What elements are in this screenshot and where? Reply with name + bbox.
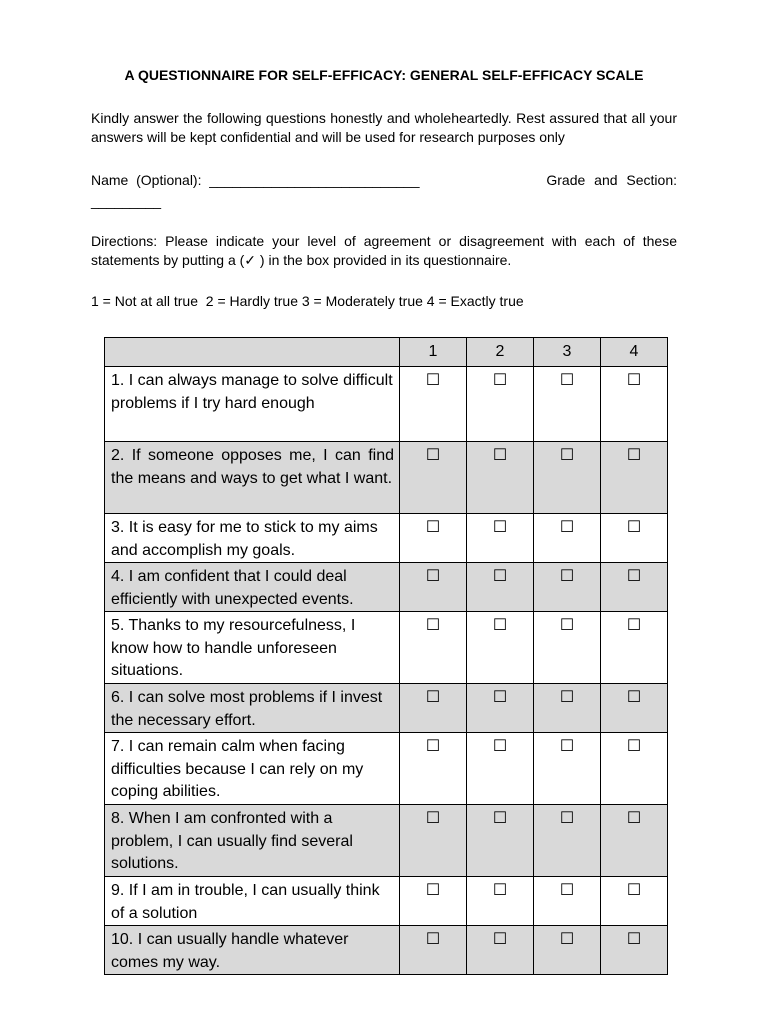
checkbox-icon[interactable]: ☐ — [492, 810, 508, 827]
question-text: 10. I can usually handle whatever comes my way. — [105, 926, 400, 975]
header-col-3: 3 — [534, 338, 601, 367]
answer-cell-2 — [467, 442, 534, 514]
checkbox-icon[interactable]: ☐ — [559, 689, 575, 706]
answer-cell-2 — [467, 612, 534, 684]
scale-legend: 1 = Not at all true 2 = Hardly true 3 = Moderately true 4 = Exactly true — [91, 293, 524, 309]
answer-cell-3 — [534, 367, 601, 442]
answer-cell-3 — [534, 442, 601, 514]
checkbox-icon[interactable]: ☐ — [626, 689, 642, 706]
checkbox-icon[interactable]: ☐ — [425, 810, 441, 827]
checkbox-icon[interactable]: ☐ — [492, 738, 508, 755]
table-row — [105, 442, 668, 514]
checkbox-icon[interactable]: ☐ — [626, 810, 642, 827]
questionnaire-table — [104, 337, 668, 975]
grade-blank[interactable]: _________ — [91, 193, 162, 209]
answer-cell-4 — [601, 442, 668, 514]
checkbox-icon[interactable]: ☐ — [626, 519, 642, 536]
checkbox-icon[interactable]: ☐ — [425, 447, 441, 464]
answer-cell-3 — [534, 612, 601, 684]
page-title: A QUESTIONNAIRE FOR SELF-EFFICACY: GENERAL SELF-EFFICACY SCALE — [124, 67, 644, 83]
answer-cell-1 — [400, 684, 467, 733]
checkbox-icon[interactable]: ☐ — [492, 689, 508, 706]
header-col-1: 1 — [400, 338, 467, 367]
question-text: 7. I can remain calm when facing difficulties because I can rely on my coping abilities. — [105, 733, 400, 805]
answer-cell-3 — [534, 733, 601, 805]
answer-cell-4 — [601, 877, 668, 926]
checkbox-icon[interactable]: ☐ — [559, 519, 575, 536]
header-blank-cell — [105, 338, 400, 367]
checkbox-icon[interactable]: ☐ — [559, 931, 575, 948]
question-text: 8. When I am confronted with a problem, I can usually find several solutions. — [105, 805, 400, 877]
table-row — [105, 367, 668, 442]
table-row — [105, 514, 668, 563]
answer-cell-1 — [400, 367, 467, 442]
answer-cell-1 — [400, 805, 467, 877]
checkbox-icon[interactable]: ☐ — [425, 568, 441, 585]
directions-paragraph: Directions: Please indicate your level of agreement or disagreement with each of these statements by putting a (✓ ) in the box provided in its questionnaire. — [91, 233, 677, 268]
answer-cell-2 — [467, 514, 534, 563]
answer-cell-1 — [400, 563, 467, 612]
answer-cell-1 — [400, 442, 467, 514]
answer-cell-1 — [400, 514, 467, 563]
checkbox-icon[interactable]: ☐ — [559, 810, 575, 827]
answer-cell-2 — [467, 733, 534, 805]
checkbox-icon[interactable]: ☐ — [559, 568, 575, 585]
answer-cell-3 — [534, 926, 601, 975]
checkbox-icon[interactable]: ☐ — [425, 617, 441, 634]
question-text: 4. I am confident that I could deal efficiently with unexpected events. — [105, 563, 400, 612]
checkbox-icon[interactable]: ☐ — [492, 447, 508, 464]
answer-cell-4 — [601, 684, 668, 733]
checkbox-icon[interactable]: ☐ — [492, 372, 508, 389]
checkbox-icon[interactable]: ☐ — [492, 519, 508, 536]
answer-cell-4 — [601, 926, 668, 975]
table-row — [105, 563, 668, 612]
name-label[interactable]: Name (Optional): ___________________________ — [91, 172, 420, 188]
answer-cell-2 — [467, 877, 534, 926]
checkbox-icon[interactable]: ☐ — [559, 372, 575, 389]
answer-cell-3 — [534, 805, 601, 877]
answer-cell-4 — [601, 367, 668, 442]
checkbox-icon[interactable]: ☐ — [425, 738, 441, 755]
answer-cell-1 — [400, 926, 467, 975]
question-text: 9. If I am in trouble, I can usually think of a solution — [105, 877, 400, 926]
header-col-2: 2 — [467, 338, 534, 367]
answer-cell-3 — [534, 514, 601, 563]
table-row — [105, 805, 668, 877]
intro-paragraph: Kindly answer the following questions honestly and wholeheartedly. Rest assured that all your answers will be kept confidential and will be used for research purposes only — [91, 110, 677, 145]
answer-cell-2 — [467, 684, 534, 733]
checkbox-icon[interactable]: ☐ — [425, 519, 441, 536]
checkbox-icon[interactable]: ☐ — [626, 447, 642, 464]
answer-cell-2 — [467, 367, 534, 442]
answer-cell-4 — [601, 805, 668, 877]
answer-cell-1 — [400, 612, 467, 684]
answer-cell-3 — [534, 563, 601, 612]
checkbox-icon[interactable]: ☐ — [626, 738, 642, 755]
table-row — [105, 733, 668, 805]
checkbox-icon[interactable]: ☐ — [492, 568, 508, 585]
answer-cell-3 — [534, 877, 601, 926]
question-text: 3. It is easy for me to stick to my aims and accomplish my goals. — [105, 514, 400, 563]
checkbox-icon[interactable]: ☐ — [492, 882, 508, 899]
table-row — [105, 684, 668, 733]
answer-cell-2 — [467, 926, 534, 975]
checkbox-icon[interactable]: ☐ — [425, 931, 441, 948]
answer-cell-4 — [601, 612, 668, 684]
question-text: 5. Thanks to my resourcefulness, I know how to handle unforeseen situations. — [105, 612, 400, 684]
checkbox-icon[interactable]: ☐ — [492, 931, 508, 948]
checkbox-icon[interactable]: ☐ — [492, 617, 508, 634]
checkbox-icon[interactable]: ☐ — [425, 882, 441, 899]
checkbox-icon[interactable]: ☐ — [626, 617, 642, 634]
answer-cell-3 — [534, 684, 601, 733]
answer-cell-1 — [400, 877, 467, 926]
checkbox-icon[interactable]: ☐ — [425, 689, 441, 706]
table-header-row — [105, 338, 668, 367]
checkbox-icon[interactable]: ☐ — [425, 372, 441, 389]
answer-cell-2 — [467, 805, 534, 877]
checkbox-icon[interactable]: ☐ — [559, 617, 575, 634]
checkbox-icon[interactable]: ☐ — [626, 372, 642, 389]
answer-cell-2 — [467, 563, 534, 612]
checkbox-icon[interactable]: ☐ — [559, 447, 575, 464]
question-text: 6. I can solve most problems if I invest the necessary effort. — [105, 684, 400, 733]
answer-cell-4 — [601, 563, 668, 612]
checkbox-icon[interactable]: ☐ — [626, 882, 642, 899]
answer-cell-4 — [601, 514, 668, 563]
table-row — [105, 926, 668, 975]
answer-cell-4 — [601, 733, 668, 805]
table-row — [105, 877, 668, 926]
checkbox-icon[interactable]: ☐ — [626, 568, 642, 585]
question-text: 2. If someone opposes me, I can find the means and ways to get what I want. — [105, 442, 400, 514]
checkbox-icon[interactable]: ☐ — [559, 882, 575, 899]
checkbox-icon[interactable]: ☐ — [559, 738, 575, 755]
header-col-4: 4 — [601, 338, 668, 367]
question-text: 1. I can always manage to solve difficult problems if I try hard enough — [105, 367, 400, 442]
checkbox-icon[interactable]: ☐ — [626, 931, 642, 948]
table-row — [105, 612, 668, 684]
grade-label: Grade and Section: — [546, 172, 677, 188]
answer-cell-1 — [400, 733, 467, 805]
